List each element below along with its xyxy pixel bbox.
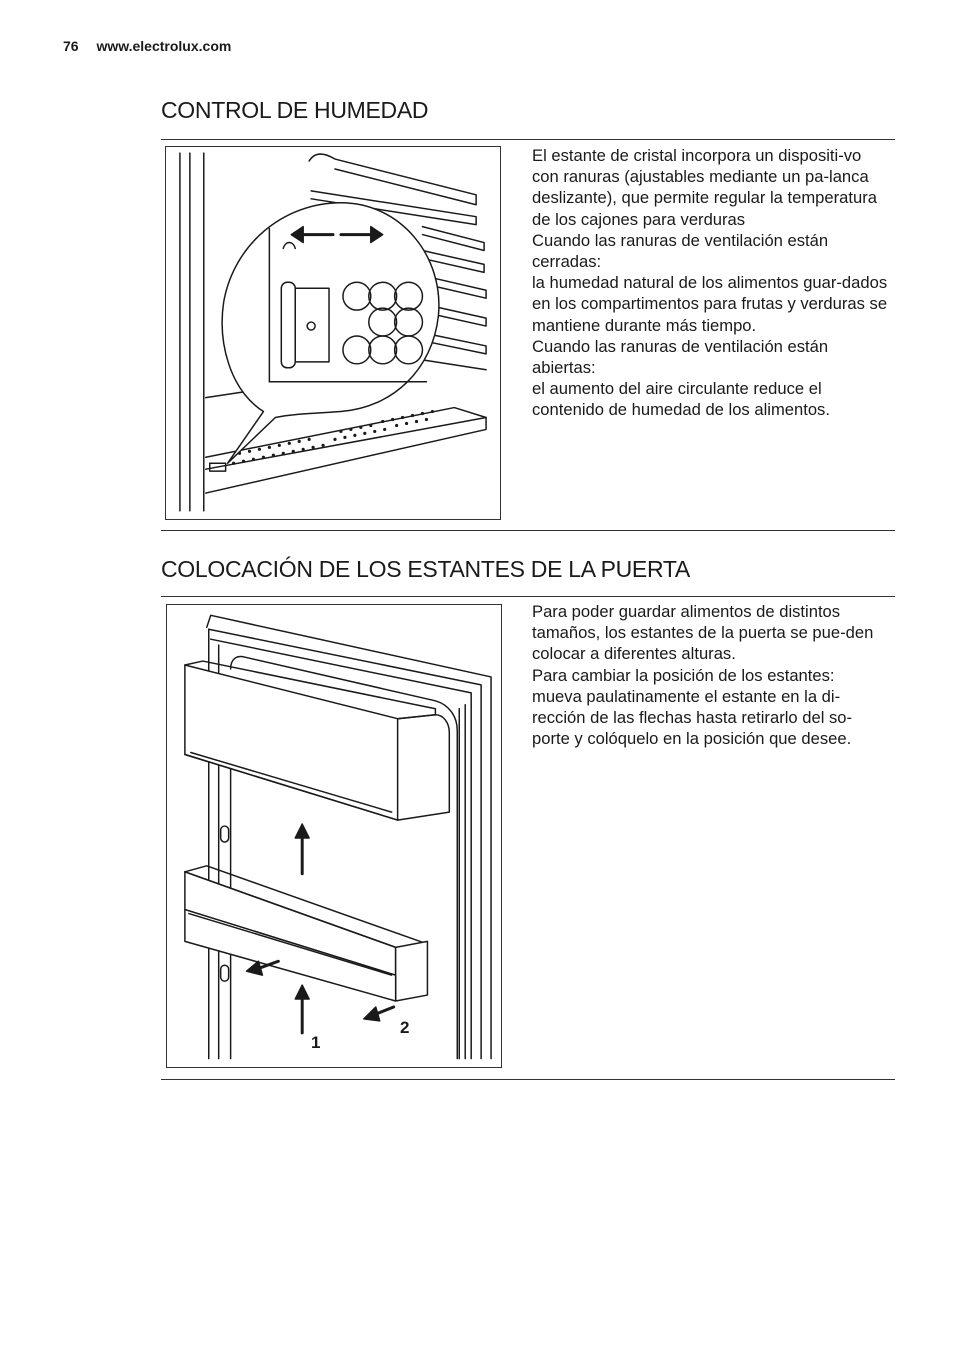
section-divider	[161, 530, 895, 531]
door-shelves-paragraph: Para poder guardar alimentos de distintos tamaños, los estantes de la puerta se pue-den colocar a diferentes alturas.	[532, 602, 874, 664]
humidity-description	[532, 145, 888, 421]
section-divider-bottom	[161, 1079, 895, 1080]
humidity-control-illustration	[165, 146, 501, 520]
section-title-door-shelves: COLOCACIÓN DE LOS ESTANTES DE LA PUERTA	[161, 556, 690, 582]
page-header	[63, 38, 231, 54]
humidity-paragraph: El estante de cristal incorpora un dispositi-vo con ranuras (ajustables mediante un pa-lanca deslizante), que permite regular la temperatura de los cajones para verduras	[532, 146, 877, 229]
door-shelves-paragraph: mueva paulatinamente el estante en la di-rección de las flechas hasta retirarlo del so-porte y colóquelo en la posición que desee.	[532, 686, 853, 749]
humidity-paragraph: Cuando las ranuras de ventilación están abiertas:	[532, 336, 829, 378]
door-shelves-illustration	[166, 604, 502, 1068]
humidity-paragraph: Cuando las ranuras de ventilación están cerradas:	[532, 230, 829, 272]
section-divider-top	[161, 139, 895, 140]
humidity-paragraph: la humedad natural de los alimentos guar-dados en los compartimentos para frutas y verduras se mantiene durante más tiempo.	[532, 273, 888, 335]
section-title-humidity: CONTROL DE HUMEDAD	[161, 97, 429, 123]
door-shelves-paragraph: Para cambiar la posición de los estantes:	[532, 665, 835, 685]
humidity-paragraph: el aumento del aire circulante reduce el contenido de humedad de los alimentos.	[532, 379, 830, 420]
step-label-1: 1	[311, 1033, 321, 1052]
page-number: 76	[63, 38, 79, 54]
step-label-2: 2	[400, 1018, 410, 1037]
website-url: www.electrolux.com	[96, 38, 232, 54]
section-divider	[161, 596, 895, 597]
door-shelves-description	[532, 601, 888, 749]
